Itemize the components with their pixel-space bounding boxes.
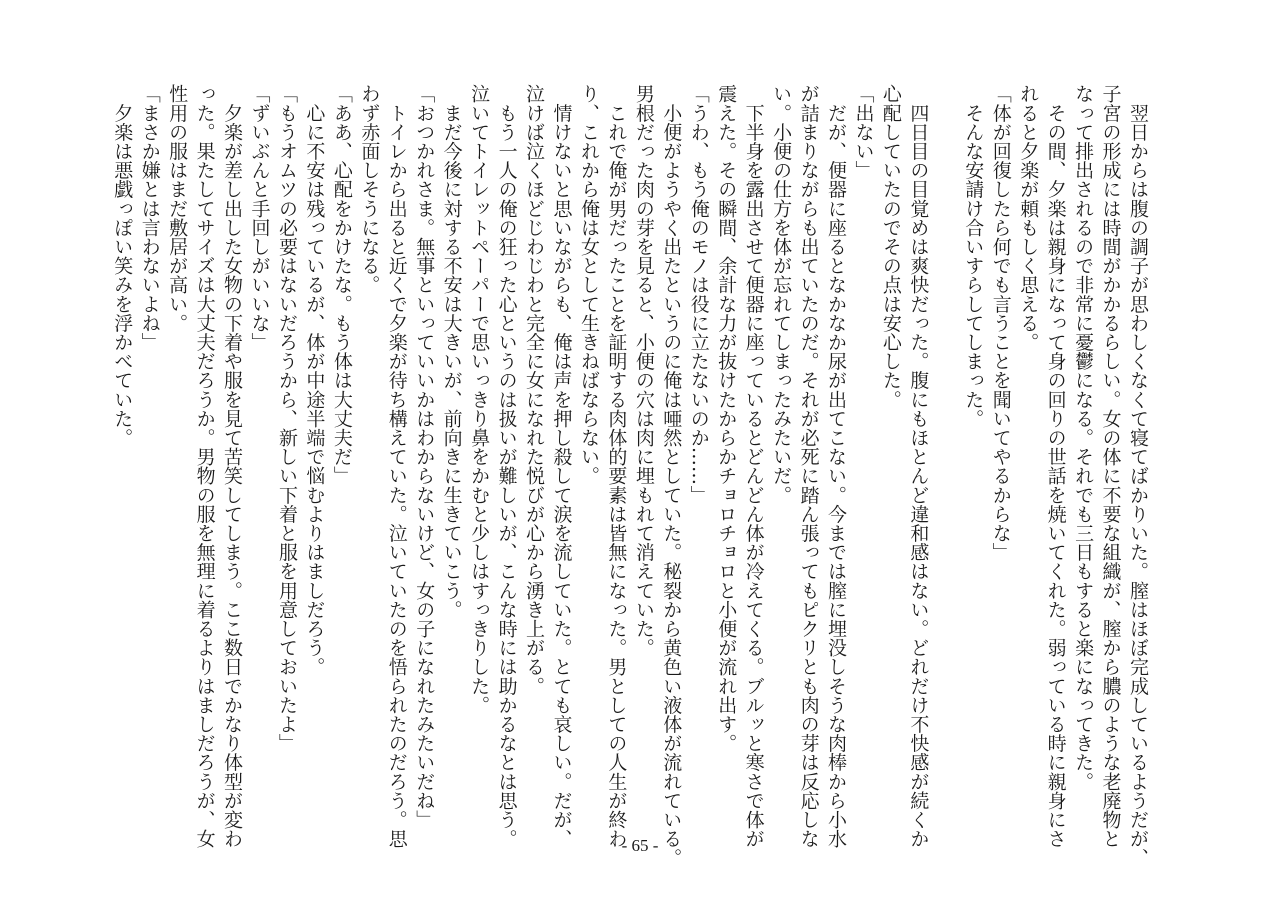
text-column: った。果たしてサイズは大丈夫だろうか。男物の服を無理に着るよりはましだろうが、女 [193,84,216,848]
text-column: 下半身を露出させて便器に座っているとどんどん体が冷えてくる。ブルッと寒さで体が [742,84,765,848]
text-column: その間、夕楽は親身になって身の回りの世話を焼いてくれた。弱っている時に親身にさ [1044,84,1067,848]
text-column: 性用の服はまだ敷居が高い。 [166,84,189,333]
text-column: そんな安請け合いすらしてしまった。 [962,84,985,428]
text-column: 心配していたのでその点は安心した。 [879,84,902,409]
text-column: 泣いてトイレットペーパーで思いっきり鼻をかむと少しはすっきりした。 [468,84,491,715]
blank-line [931,84,958,824]
text-column: 震えた。その瞬間、余計な力が抜けたからかチョロチョロと小便が流れ出す。 [715,84,738,753]
text-column: れると夕楽が頼もしく思える。 [1017,84,1040,352]
page-number: - 65 - [621,836,659,855]
text-column: 心に不安は残っているが、体が中途半端で悩むよりはましだろう。 [303,84,326,677]
text-column: 「ずいぶんと手回しがいいな」 [248,84,271,352]
text-column: 「もうオムツの必要はないだろうから、新しい下着と服を用意しておいたよ」 [275,84,298,753]
text-column: 「ああ、心配をかけたな。もう体は大丈夫だ」 [330,84,353,486]
text-column: 夕楽が差し出した女物の下着や服を見て苦笑してしまう。ここ数日でかなり体型が変わ [221,84,244,848]
text-column: 夕楽は悪戯っぽい笑みを浮かべていた。 [111,84,134,447]
text-column: だが、便器に座るとなかなか尿が出てこない。今までは膣に埋没しそうな肉棒から小水 [825,84,848,848]
text-column: 小便がようやく出たというのに俺は唖然としていた。秘裂から黄色い液体が流れている。 [660,84,683,868]
text-column: まだ今後に対する不安は大きいが、前向きに生きていこう。 [440,84,463,619]
text-column: 「出ない」 [852,84,875,180]
text-column: 男根だった肉の芽を見ると、小便の穴は肉に埋もれて消えていた。 [632,84,655,657]
text-column: なって排出されるので非常に憂鬱になる。それでも三日もすると楽になってきた。 [1072,84,1095,791]
text-column: 翌日からは腹の調子が思わしくなくて寝てばかりいた。膣はほぼ完成しているようだが、 [1127,84,1149,868]
text-column: 「体が回復したら何でも言うことを聞いてやるからな」 [989,84,1012,562]
text-column: い。小便の仕方を体が忘れてしまったみたいだ。 [770,84,793,505]
text-column: トイレから出ると近くで夕楽が待ち構えていた。泣いていたのを悟られたのだろう。思 [385,84,408,848]
text-column: 情けないと思いながらも、俺は声を押し殺して涙を流していた。とても哀しい。だが、 [550,84,573,848]
text-column: もう一人の俺の狂った心というのは扱いが難しいが、こんな時には助かるなとは思う。 [495,84,518,848]
text-column: 子宮の形成には時間がかかるらしい。女の体に不要な組織が、膣から膿のような老廃物と [1099,84,1122,848]
text-column: これで俺が男だったことを証明する肉体的要素は皆無になった。男としての人生が終わ [605,84,628,848]
text-column: 「うわ、もう俺のモノは役に立たないのか……」 [687,84,710,505]
text-column: が詰まりながらも出ていたのだ。それが必死に踏ん張ってもピクリとも肉の芽は反応しな [797,84,820,848]
text-column: り、これから俺は女として生きねばならない。 [577,84,600,486]
text-column: 「まさか嫌とは言わないよね」 [138,84,161,352]
text-column: 泣けば泣くほどじわじわと完全に女になれた悦びが心から湧き上がる。 [523,84,546,696]
text-column: 四日目の目覚めは爽快だった。腹にもほとんど違和感はない。どれだけ不快感が続くか [907,84,930,848]
text-column: わず赤面しそうになる。 [358,84,381,295]
text-column: 「おつかれさま。無事といっていいかはわからないけど、女の子になれたみたいだね」 [413,84,436,829]
